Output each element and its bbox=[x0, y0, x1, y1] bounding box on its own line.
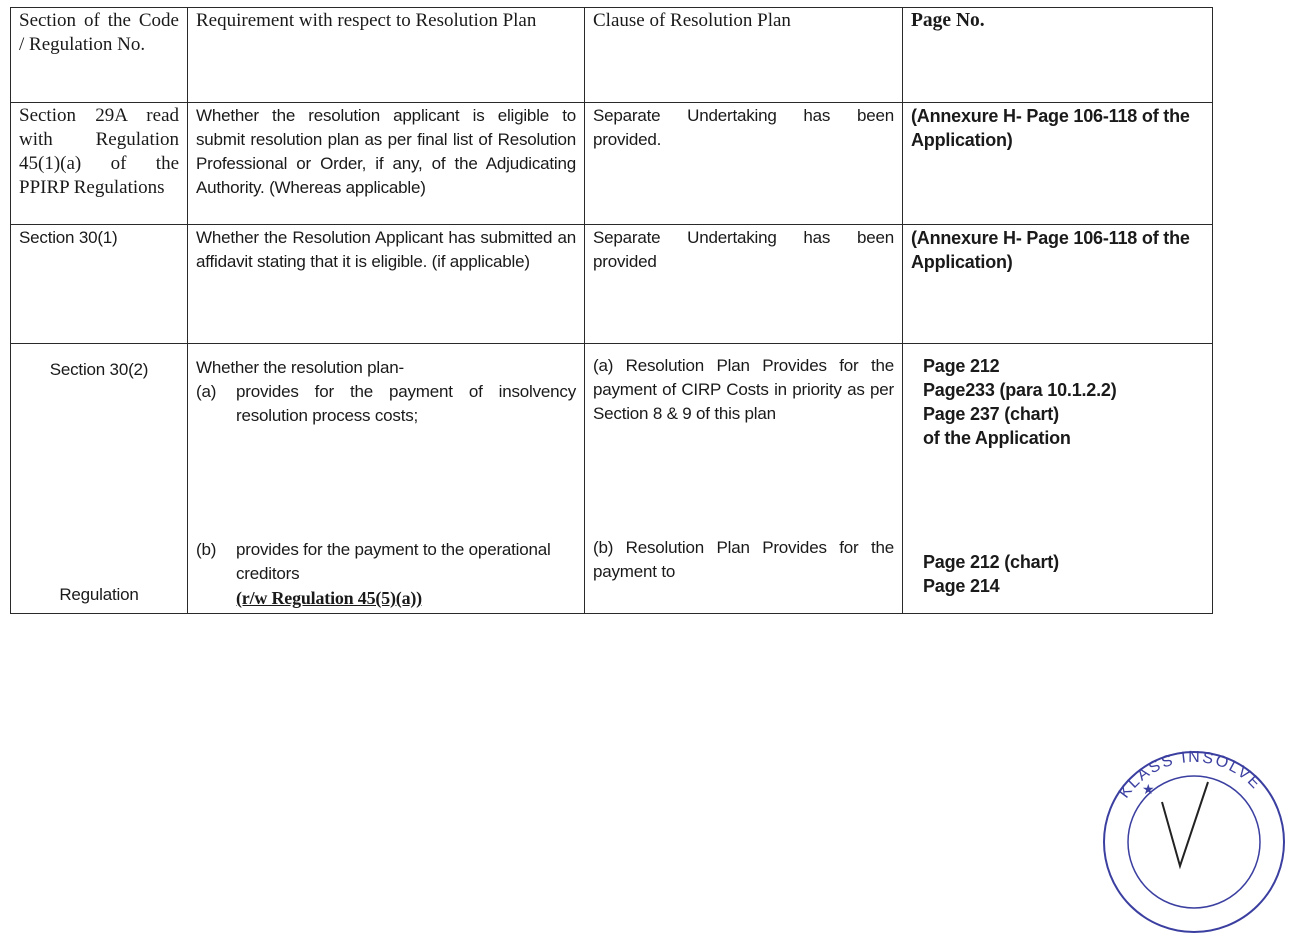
svg-text:KLASS INSOLVE bbox=[1116, 749, 1265, 801]
header-section: Section of the Code / Regulation No. bbox=[11, 8, 188, 103]
row3-clause-b: (b) Resolution Plan Provides for the payment to bbox=[593, 538, 894, 581]
item-a-label: (a) bbox=[196, 382, 217, 401]
row3-section-cell bbox=[11, 344, 188, 614]
compliance-table bbox=[10, 7, 1213, 614]
row3-page-a-line: Page233 (para 10.1.2.2) bbox=[923, 380, 1117, 400]
header-requirement: Requirement with respect to Resolution Plan bbox=[188, 8, 585, 103]
row3-page-cell bbox=[903, 344, 1213, 614]
svg-text:★: ★ bbox=[1142, 782, 1155, 798]
table-header-row bbox=[11, 8, 1213, 103]
table-row bbox=[11, 344, 1213, 614]
header-page: Page No. bbox=[903, 8, 1213, 103]
table-row bbox=[11, 103, 1213, 225]
row3-page-b-line: Page 214 bbox=[923, 576, 1000, 596]
requirement-item-b bbox=[196, 538, 576, 611]
seal-stamp-icon bbox=[1084, 742, 1304, 942]
item-b-reference: (r/w Regulation 45(5)(a)) bbox=[236, 588, 422, 608]
requirement-item-a bbox=[196, 380, 576, 428]
row1-requirement: Whether the resolution applicant is eligible to submit resolution plan as per final list of Resolution Professional or Order, if any, of the Adjudicating Authority. (Whereas applicable) bbox=[188, 103, 585, 225]
row3-section: Section 30(2) bbox=[49, 360, 149, 379]
row3-clause-cell bbox=[585, 344, 903, 614]
item-a-text: provides for the payment of insolvency resolution process costs; bbox=[236, 382, 576, 425]
row3-page-b-line: Page 212 (chart) bbox=[923, 552, 1059, 572]
row1-page: (Annexure H- Page 106-118 of the Application) bbox=[903, 103, 1213, 225]
row3-section-footer: Regulation bbox=[59, 585, 139, 604]
row2-requirement: Whether the Resolution Applicant has submitted an affidavit stating that it is eligible. (if applicable) bbox=[188, 225, 585, 344]
item-b-text: provides for the payment to the operational creditors bbox=[236, 540, 551, 583]
row1-section: Section 29A read with Regulation 45(1)(a) of the PPIRP Regulations bbox=[11, 103, 188, 225]
row3-requirement-intro: Whether the resolution plan- bbox=[196, 358, 404, 377]
row3-page-a-line: Page 212 bbox=[923, 356, 1000, 376]
row1-clause: Separate Undertaking has been provided. bbox=[585, 103, 903, 225]
item-b-label: (b) bbox=[196, 540, 217, 559]
row2-page: (Annexure H- Page 106-118 of the Application) bbox=[903, 225, 1213, 344]
header-clause: Clause of Resolution Plan bbox=[585, 8, 903, 103]
row3-page-a-line: of the Application bbox=[923, 428, 1071, 448]
row2-clause: Separate Undertaking has been provided bbox=[585, 225, 903, 344]
row3-clause-a: (a) Resolution Plan Provides for the payment of CIRP Costs in priority as per Section 8 & 9 of this plan bbox=[593, 356, 894, 423]
row2-section: Section 30(1) bbox=[11, 225, 188, 344]
stamp-text: KLASS INSOLVE bbox=[1115, 748, 1265, 802]
row3-page-a-line: Page 237 (chart) bbox=[923, 404, 1059, 424]
row3-requirement-cell bbox=[188, 344, 585, 614]
table-row bbox=[11, 225, 1213, 344]
